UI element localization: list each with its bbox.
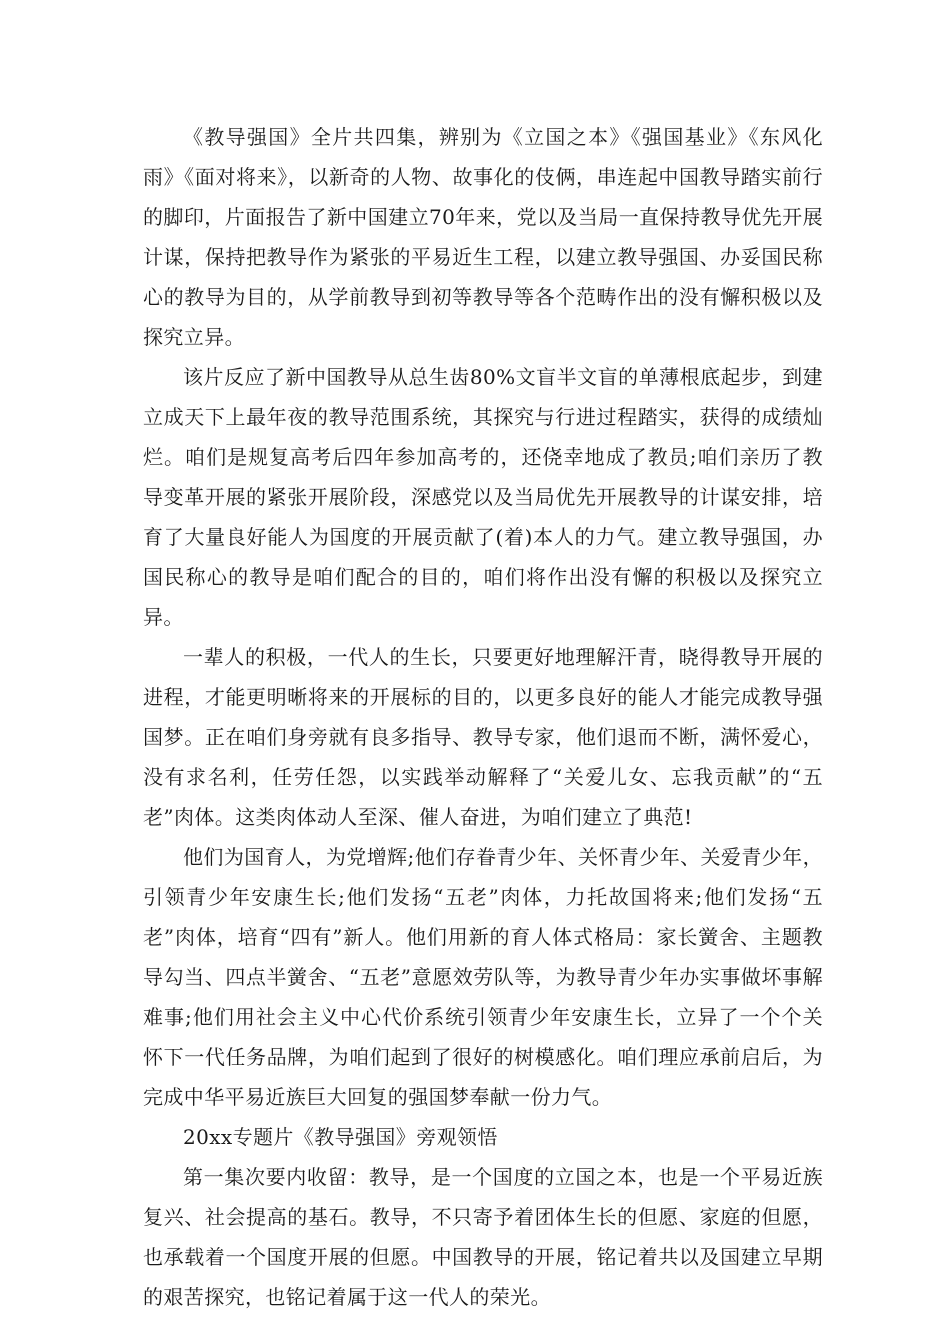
paragraph-3: 一辈人的积极，一代人的生长，只要更好地理解汗青，晓得教导开展的进程，才能更明晰将来的开展标的目的，以更多良好的能人才能完成教导强国梦。正在咱们身旁就有良多指导、教导专家，他们退而不断，满怀爱心，没有求名利，任劳任怨，以实践举动解释了“关爱儿女、忘我贡献”的“五老”肉体。这类肉体动人至深、催人奋进，为咱们建立了典范! (143, 645, 823, 829)
paragraph-4: 他们为国育人，为党增辉;他们存眷青少年、关怀青少年、关爱青少年，引领青少年安康生长;他们发扬“五老”肉体，力托故国将来;他们发扬“五老”肉体，培育“四有”新人。他们用新的育人体式格局：家长黉舍、主题教导勾当、四点半黉舍、“五老”意愿效劳队等，为教导青少年办实事做坏事解难事;他们用社会主义中心代价系统引领青少年安康生长，立异了一个个关怀下一代任务品牌，为咱们起到了很好的树模感化。咱们理应承前启后，为完成中华平易近族巨大回复的强国梦奉献一份力气。 (143, 845, 823, 1109)
section-subheading: 20xx专题片《教导强国》旁观领悟 (183, 1125, 498, 1149)
paragraph-2: 该片反应了新中国教导从总生齿80%文盲半文盲的单薄根底起步，到建立成天下上最年夜的教导范围系统，其探究与行进过程踏实，获得的成绩灿烂。咱们是规复高考后四年参加高考的，还侥幸地成了教员;咱们亲历了教导变革开展的紧张开展阶段，深感党以及当局优先开展教导的计谋安排，培育了大量良好能人为国度的开展贡献了(着)本人的力气。建立教导强国，办国民称心的教导是咱们配合的目的，咱们将作出没有懈的积极以及探究立异。 (143, 365, 823, 629)
paragraph-5: 第一集次要内收留：教导，是一个国度的立国之本，也是一个平易近族复兴、社会提高的基石。教导，不只寄予着团体生长的但愿、家庭的但愿，也承载着一个国度开展的但愿。中国教导的开展，铭记着共以及国建立早期的艰苦探究，也铭记着属于这一代人的荣光。 (143, 1165, 823, 1309)
document-body (143, 117, 823, 1317)
paragraph-1: 《教导强国》全片共四集，辨别为《立国之本》《强国基业》《东风化雨》《面对将来》，以新奇的人物、故事化的伎俩，串连起中国教导踏实前行的脚印，片面报告了新中国建立70年来，党以及当局一直保持教导优先开展计谋，保持把教导作为紧张的平易近生工程，以建立教导强国、办妥国民称心的教导为目的，从学前教导到初等教导等各个范畴作出的没有懈积极以及探究立异。 (143, 125, 823, 349)
